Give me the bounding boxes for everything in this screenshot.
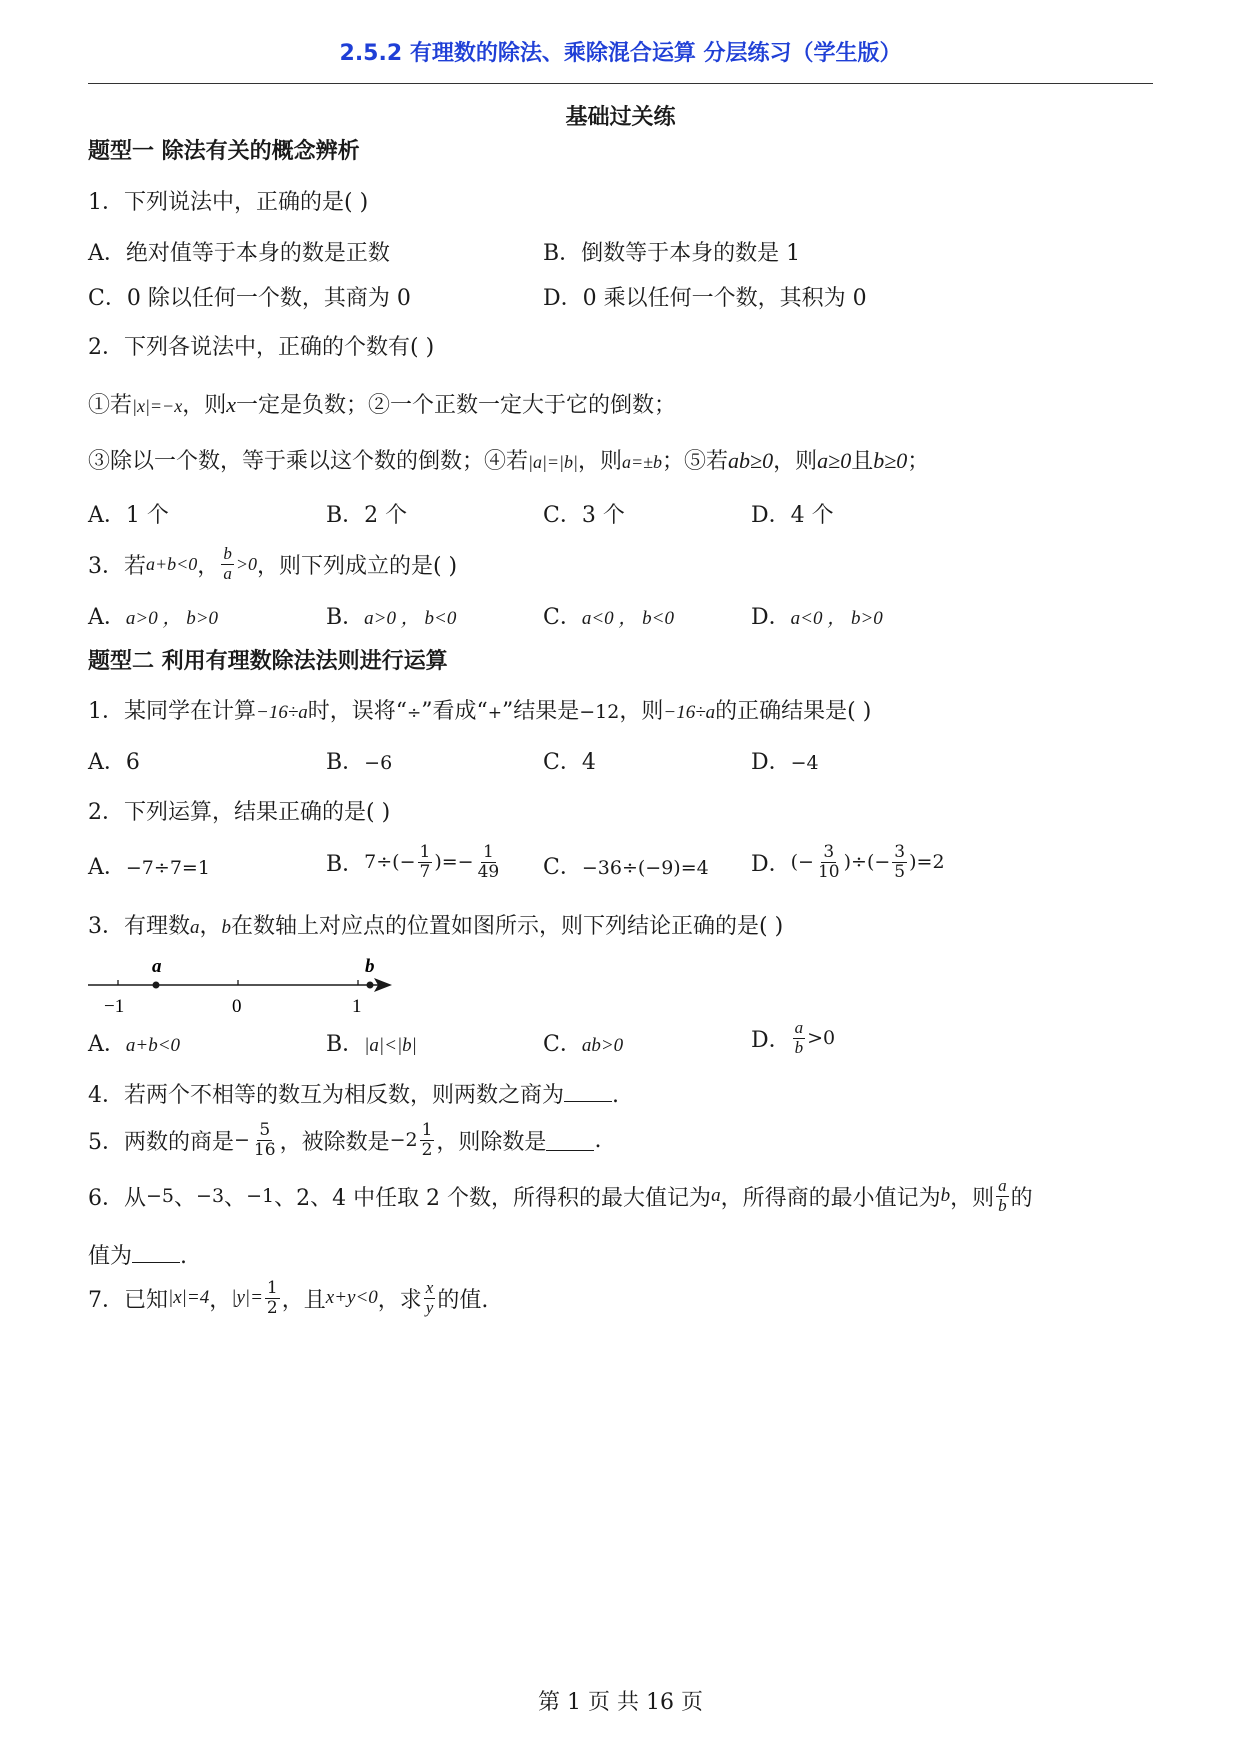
t1-q2-statement-line-1: ①若|x|=−x，则x一定是负数；②一个正数一定大于它的倒数； xyxy=(88,392,676,418)
t1-q2-option-c: C．3 个 xyxy=(543,503,625,528)
t1-q3-option-b: B．a>0 ， b<0 xyxy=(326,605,457,630)
t2-q4: 4．若两个不相等的数互为相反数，则两数之商为 . xyxy=(88,1083,619,1108)
page-footer: 第 1 页 共 16 页 xyxy=(538,1690,703,1715)
point-a xyxy=(153,982,160,989)
t2-q1-option-c: C．4 xyxy=(543,750,596,775)
t2-q2-option-a: A．−7÷7=1 xyxy=(88,855,210,880)
t1-q2-stem: 2．下列各说法中，正确的个数有( ) xyxy=(88,335,435,360)
answer-blank xyxy=(132,1242,180,1263)
t1-q2-option-d: D．4 个 xyxy=(751,503,834,528)
t1-q2-statement-line-2: ③除以一个数，等于乘以这个数的倒数；④若|a|=|b|，则a=±b；⑤若ab≥0，则a≥0且b≥0； xyxy=(88,448,930,474)
t2-q1-stem: 1．某同学在计算−16÷a时，误将“÷”看成“+”结果是−12，则−16÷a的正确结果是( ) xyxy=(88,699,872,724)
t2-q2-option-c: C．−36÷(−9)=4 xyxy=(543,855,709,880)
question-type-2-heading: 题型二 利用有理数除法法则进行运算 xyxy=(88,649,448,674)
t1-q1-stem: 1．下列说法中，正确的是( ) xyxy=(88,190,369,215)
t2-q3-option-d: D． $\frac{a}{b}$ >0 xyxy=(751,1017,836,1057)
t2-q1-option-d: D．−4 xyxy=(751,750,819,775)
t2-q2-option-d: D． (− $\frac{3}{10}$ )÷(− $\frac{3}{5}$ )=2 xyxy=(751,841,945,882)
tick-label-neg1: −1 xyxy=(104,996,125,1017)
t1-q3-option-c: C．a<0 ， b<0 xyxy=(543,605,674,630)
t1-q3-stem: 3．若 a+b<0 ， $\frac{b}{a}$ >0 ，则下列成立的是( ) xyxy=(88,543,458,583)
answer-blank xyxy=(546,1130,594,1151)
t2-q1-option-b: B．−6 xyxy=(326,750,393,775)
t1-q1-option-b: B．倒数等于本身的数是 1 xyxy=(543,241,801,266)
t1-q3-fraction: $\frac{b}{a}$ xyxy=(223,543,232,583)
question-type-1-heading: 题型一 除法有关的概念辨析 xyxy=(88,139,360,164)
point-b xyxy=(367,982,374,989)
label-a: a xyxy=(152,956,162,977)
t1-q3-option-d: D．a<0 ， b>0 xyxy=(751,605,883,630)
tick-label-1: 1 xyxy=(352,996,362,1017)
t2-q7: 7．已知 |x|=4 ， |y|= $\frac{1}{2}$ ，且 x+y<0 ，求 $\frac{x}{y}$ 的值. xyxy=(88,1277,489,1318)
t2-q3-stem: 3．有理数a，b在数轴上对应点的位置如图所示，则下列结论正确的是( ) xyxy=(88,914,784,939)
t2-q3-option-b: B．|a|<|b| xyxy=(326,1032,417,1057)
t1-q2-option-a: A．1 个 xyxy=(88,503,169,528)
t2-q1-option-a: A．6 xyxy=(88,750,140,775)
t2-q3-option-a: A．a+b<0 xyxy=(88,1032,181,1057)
t2-q6-line-2: 值为 . xyxy=(88,1244,188,1269)
t1-q2-option-b: B．2 个 xyxy=(326,503,408,528)
label-b: b xyxy=(365,956,375,977)
t2-q2-option-b: B． 7÷(− $\frac{1}{7}$ )=− $\frac{1}{49}$ xyxy=(326,841,500,882)
t2-q3-option-c: C．ab>0 xyxy=(543,1032,624,1057)
number-line-figure xyxy=(86,950,406,1020)
t1-q1-option-d: D．0 乘以任何一个数，其积为 0 xyxy=(543,286,867,311)
section-heading: 基础过关练 xyxy=(565,105,676,130)
t2-q5: 5．两数的商是 − $\frac{5}{16}$ ，被除数是 −2 $\frac{1}{2}$ ，则除数是 . xyxy=(88,1119,602,1160)
t1-q3-option-a: A．a>0 ， b>0 xyxy=(88,605,219,630)
tick-label-0: 0 xyxy=(232,996,242,1017)
t1-q1-option-a: A．绝对值等于本身的数是正数 xyxy=(88,241,390,266)
answer-blank xyxy=(564,1081,612,1102)
document-title: 2.5.2 有理数的除法、乘除混合运算 分层练习（学生版） xyxy=(339,41,902,66)
t2-q2-stem: 2．下列运算，结果正确的是( ) xyxy=(88,800,391,825)
t2-q6-line-1: 6．从 −5 、 −3 、 −1 、2、4 中任取 2 个数，所得积的最大值记为 a ，所得商的最小值记为 b ，则 $\frac{a}{b}$ 的 xyxy=(88,1175,1033,1215)
header-rule xyxy=(88,83,1153,84)
t1-q1-option-c: C．0 除以任何一个数，其商为 0 xyxy=(88,286,411,311)
